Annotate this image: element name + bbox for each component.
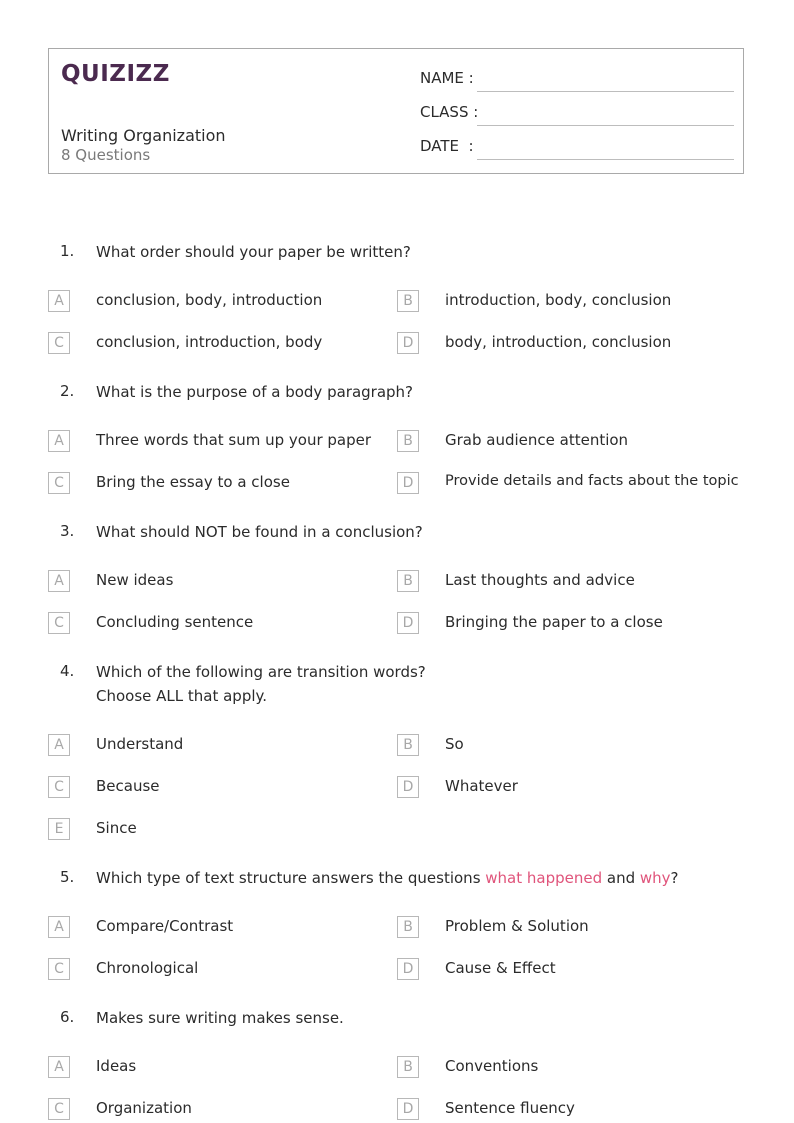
option-letter-e[interactable]: E (48, 818, 70, 840)
question-text: What order should your paper be written? (96, 243, 411, 261)
option-letter-a[interactable]: A (48, 1056, 70, 1078)
question-count: 8 Questions (61, 146, 151, 164)
option-text[interactable]: Organization (96, 1099, 192, 1117)
highlight-what-happened: what happened (485, 869, 603, 887)
option-letter-a[interactable]: A (48, 430, 70, 452)
question-text (96, 866, 736, 890)
option-text[interactable]: Provide details and facts about the topic (445, 473, 739, 489)
option-text[interactable]: New ideas (96, 571, 174, 589)
worksheet-header (48, 48, 744, 174)
option-text[interactable]: conclusion, introduction, body (96, 333, 323, 351)
question-number: 3. (60, 522, 75, 540)
option-text[interactable]: Because (96, 777, 160, 795)
question-text: What is the purpose of a body paragraph? (96, 383, 414, 401)
question-number: 2. (60, 382, 75, 400)
option-text[interactable]: Whatever (445, 777, 518, 795)
question-number: 1. (60, 242, 75, 260)
option-letter-d[interactable]: D (397, 1098, 419, 1120)
option-text[interactable]: Problem & Solution (445, 917, 589, 935)
class-field[interactable] (420, 103, 734, 127)
highlight-why: why (639, 869, 671, 887)
option-letter-b[interactable]: B (397, 290, 419, 312)
name-label: NAME : (420, 69, 474, 87)
option-text[interactable]: conclusion, body, introduction (96, 291, 323, 309)
option-letter-d[interactable]: D (397, 332, 419, 354)
date-line[interactable] (477, 159, 734, 160)
option-letter-b[interactable]: B (397, 916, 419, 938)
option-letter-a[interactable]: A (48, 570, 70, 592)
quizizz-logo: QUIZIZZ (61, 61, 170, 87)
question-text: What should NOT be found in a conclusion? (96, 523, 423, 541)
question-text-part: and (602, 869, 640, 887)
option-text[interactable]: Sentence fluency (445, 1099, 575, 1117)
question-number: 6. (60, 1008, 75, 1026)
option-text[interactable]: introduction, body, conclusion (445, 291, 672, 309)
option-letter-c[interactable]: C (48, 1098, 70, 1120)
option-text[interactable]: Concluding sentence (96, 613, 254, 631)
option-text[interactable]: Chronological (96, 959, 199, 977)
question-text-part: ? (670, 869, 679, 887)
question-number: 5. (60, 868, 75, 886)
option-text[interactable]: Bringing the paper to a close (445, 613, 663, 631)
option-text[interactable]: Last thoughts and advice (445, 571, 635, 589)
option-text[interactable]: Compare/Contrast (96, 917, 234, 935)
question-text-part: Which type of text structure answers the questions (96, 869, 486, 887)
option-letter-d[interactable]: D (397, 472, 419, 494)
option-letter-c[interactable]: C (48, 472, 70, 494)
option-text[interactable]: Conventions (445, 1057, 539, 1075)
class-line[interactable] (477, 125, 734, 126)
option-letter-b[interactable]: B (397, 430, 419, 452)
option-text[interactable]: Three words that sum up your paper (96, 431, 372, 449)
option-letter-a[interactable]: A (48, 734, 70, 756)
option-letter-c[interactable]: C (48, 958, 70, 980)
option-letter-d[interactable]: D (397, 958, 419, 980)
option-letter-c[interactable]: C (48, 776, 70, 798)
class-label: CLASS : (420, 103, 479, 121)
option-text[interactable]: Ideas (96, 1057, 137, 1075)
question-text: Makes sure writing makes sense. (96, 1009, 344, 1027)
option-letter-c[interactable]: C (48, 332, 70, 354)
option-letter-a[interactable]: A (48, 290, 70, 312)
option-text[interactable]: Bring the essay to a close (96, 473, 290, 491)
question-text-line-2: Choose ALL that apply. (96, 687, 268, 705)
option-text[interactable]: Since (96, 819, 137, 837)
name-field[interactable] (420, 69, 734, 93)
date-field[interactable] (420, 137, 734, 161)
option-letter-b[interactable]: B (397, 570, 419, 592)
option-text[interactable]: Understand (96, 735, 184, 753)
option-text[interactable]: So (445, 735, 464, 753)
question-number: 4. (60, 662, 75, 680)
option-letter-a[interactable]: A (48, 916, 70, 938)
option-letter-c[interactable]: C (48, 612, 70, 634)
option-letter-b[interactable]: B (397, 1056, 419, 1078)
date-label: DATE : (420, 137, 474, 155)
option-text[interactable]: Grab audience attention (445, 431, 629, 449)
worksheet-title: Writing Organization (61, 126, 226, 145)
option-letter-d[interactable]: D (397, 776, 419, 798)
option-text[interactable]: body, introduction, conclusion (445, 333, 672, 351)
option-text[interactable]: Cause & Effect (445, 959, 556, 977)
option-letter-b[interactable]: B (397, 734, 419, 756)
question-text-line-1: Which of the following are transition words? (96, 663, 426, 681)
name-line[interactable] (477, 91, 734, 92)
option-letter-d[interactable]: D (397, 612, 419, 634)
